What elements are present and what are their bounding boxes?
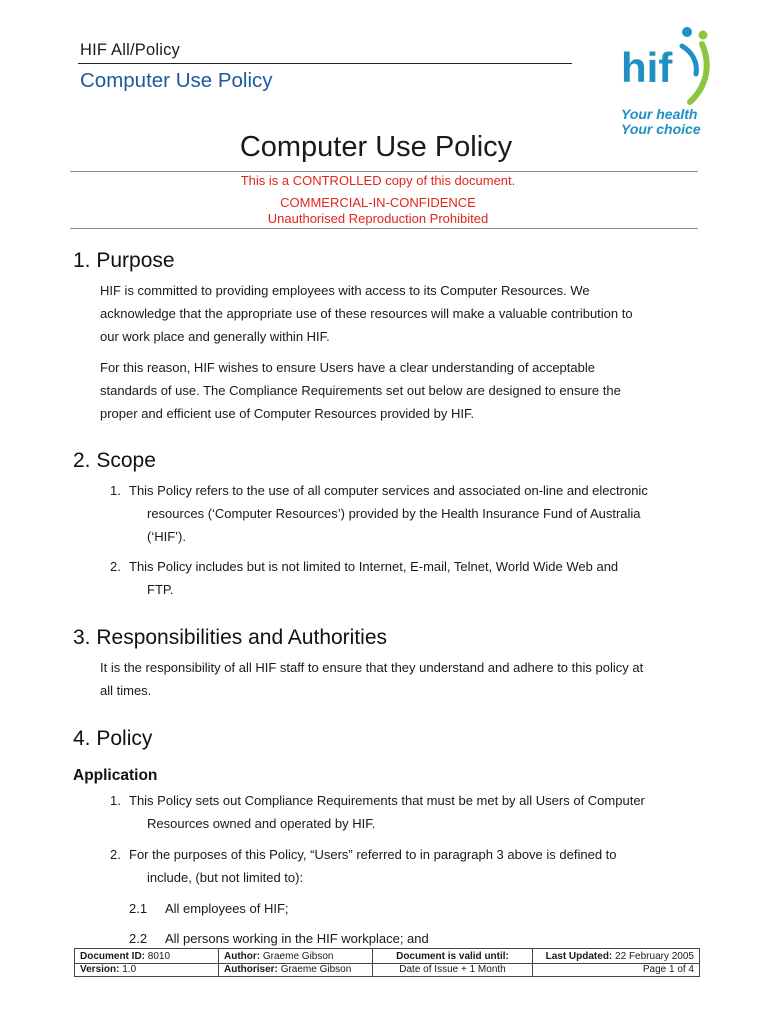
footer-label: Version:: [80, 964, 120, 975]
header-subtitle: Computer Use Policy: [80, 69, 273, 92]
sublist-number: 2.1: [129, 901, 148, 916]
subheading-application: Application: [73, 767, 158, 784]
text-line: Resources owned and operated by HIF.: [147, 816, 376, 831]
list-number: 2.: [110, 559, 121, 574]
footer-value: Date of Issue + 1 Month: [399, 964, 506, 975]
document-title: Computer Use Policy: [239, 131, 513, 163]
footer-cell-author: [219, 949, 373, 976]
policy-item-1-cont: [147, 812, 375, 835]
text-line: standards of use. The Compliance Requirements set out below are designed to ensure the: [100, 383, 621, 398]
sublist-text: All employees of HIF;: [165, 901, 289, 916]
text-line: For this reason, HIF wishes to ensure Users have a clear understanding of acceptable: [100, 360, 595, 375]
scope-item-2-cont: [147, 578, 174, 601]
footer-cell-validity: [373, 949, 533, 976]
list-number: 2.: [110, 847, 121, 862]
text-line: (‘HIF’).: [147, 529, 186, 544]
footer-value: Graeme Gibson: [280, 964, 352, 975]
logo-text: hif: [621, 44, 673, 91]
policy-item-2: [129, 843, 617, 866]
policy-item-2-cont: [147, 866, 303, 889]
title-rule-top: [70, 171, 698, 172]
footer-label: Author:: [224, 951, 261, 962]
text-line: This Policy refers to the use of all computer services and associated on-line and electronic: [129, 483, 648, 498]
controlled-copy-notice: This is a CONTROLLED copy of this document.: [240, 173, 516, 188]
scope-item-1: [129, 479, 648, 502]
tagline-line-1: Your health: [621, 106, 698, 122]
footer-label: Document ID:: [80, 951, 145, 962]
footer-label: Document is valid until:: [396, 951, 509, 962]
responsibilities-paragraph: [100, 656, 643, 702]
scope-item-2: [129, 555, 618, 578]
text-line: HIF is committed to providing employees with access to its Computer Resources. We: [100, 283, 590, 298]
footer-label: Authoriser:: [224, 964, 278, 975]
section-heading-policy: 4. Policy: [73, 727, 153, 750]
title-rule-bottom: [70, 228, 698, 229]
purpose-paragraph-2: [100, 356, 621, 425]
text-line: FTP.: [147, 582, 174, 597]
header-category: HIF All/Policy: [80, 41, 180, 59]
section-heading-scope: 2. Scope: [73, 449, 156, 472]
text-line: include, (but not limited to):: [147, 870, 304, 885]
header-rule: [78, 63, 572, 64]
footer-label: Last Updated:: [545, 951, 613, 962]
page-number: Page 1 of 4: [642, 964, 694, 975]
text-line: This Policy includes but is not limited to Internet, E-mail, Telnet, World Wide Web and: [129, 559, 619, 574]
tagline-line-2: Your choice: [621, 121, 701, 137]
footer-value: 1.0: [122, 964, 137, 975]
reproduction-notice: Unauthorised Reproduction Prohibited: [267, 211, 489, 226]
footer-value: Graeme Gibson: [262, 951, 334, 962]
footer-cell-docid: [75, 949, 219, 976]
logo-figure-head: [682, 27, 692, 37]
purpose-paragraph-1: [100, 279, 633, 348]
text-line: It is the responsibility of all HIF staff to ensure that they understand and adhere to this policy at: [100, 660, 644, 675]
text-line: acknowledge that the appropriate use of these resources will make a valuable contribution to: [100, 306, 633, 321]
list-number: 1.: [110, 483, 121, 498]
text-line: all times.: [100, 683, 152, 698]
policy-item-1: [129, 789, 645, 812]
text-line: our work place and generally within HIF.: [100, 329, 330, 344]
footer-value: 22 February 2005: [615, 951, 694, 962]
text-line: resources (‘Computer Resources’) provided by the Health Insurance Fund of Australia: [147, 506, 641, 521]
sublist-number: 2.2: [129, 931, 148, 946]
scope-item-1-cont: [147, 502, 641, 548]
logo-swoosh-blue: [682, 46, 696, 74]
footer-value: 8010: [147, 951, 171, 962]
footer-table: [74, 948, 700, 977]
text-line: proper and efficient use of Computer Resources provided by HIF.: [100, 406, 475, 421]
sublist-text: All persons working in the HIF workplace; and: [165, 931, 429, 946]
section-heading-purpose: 1. Purpose: [73, 249, 175, 272]
list-number: 1.: [110, 793, 121, 808]
text-line: For the purposes of this Policy, “Users” referred to in paragraph 3 above is defined to: [129, 847, 617, 862]
footer-cell-updated: [533, 949, 699, 976]
text-line: This Policy sets out Compliance Requirements that must be met by all Users of Computer: [129, 793, 645, 808]
section-heading-responsibilities: 3. Responsibilities and Authorities: [73, 626, 388, 649]
logo-figure-head-2: [699, 31, 708, 40]
commercial-notice: COMMERCIAL-IN-CONFIDENCE: [280, 195, 476, 210]
